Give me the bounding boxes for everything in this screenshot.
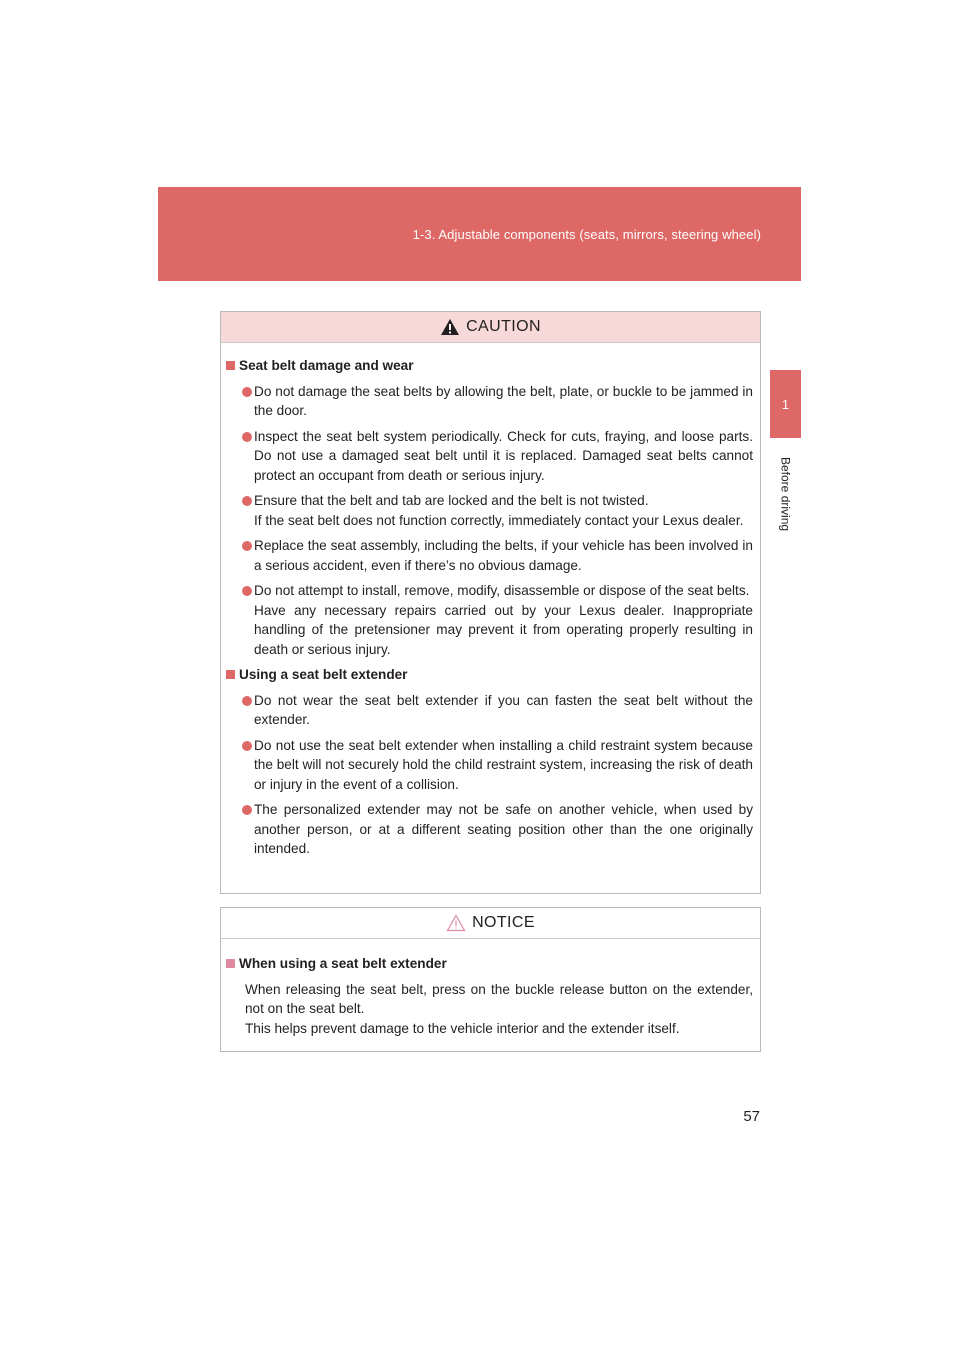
header-band <box>158 187 801 281</box>
caution-title: CAUTION <box>466 318 541 335</box>
chapter-label: Before driving <box>778 456 793 532</box>
caution-bullet-text: If the seat belt does not function correctly, immediately contact your Lexus dealer. <box>254 512 744 528</box>
caution-header <box>221 312 760 343</box>
round-bullet-icon <box>242 805 252 815</box>
section-title: 1-3. Adjustable components (seats, mirrors, steering wheel) <box>412 227 761 242</box>
caution-section-heading <box>226 356 753 376</box>
chapter-tab <box>770 370 801 438</box>
caution-bullet <box>226 800 753 859</box>
caution-bullet-text: Do not wear the seat belt extender if you can fasten the seat belt without the extender. <box>254 692 753 727</box>
round-bullet-icon <box>242 586 252 596</box>
chapter-number: 1 <box>781 396 790 412</box>
notice-heading <box>226 954 753 974</box>
square-bullet-icon <box>226 959 235 968</box>
notice-heading-text: When using a seat belt extender <box>239 956 447 971</box>
caution-section-heading-text: Using a seat belt extender <box>239 667 408 682</box>
notice-line: When releasing the seat belt, press on the buckle release button on the extender, not on the seat belt. <box>245 981 753 1016</box>
caution-bullet <box>226 691 753 730</box>
chapter-label-wrap <box>770 448 801 540</box>
notice-line: This helps prevent damage to the vehicle interior and the extender itself. <box>245 1020 680 1036</box>
round-bullet-icon <box>242 387 252 397</box>
warning-filled-icon <box>440 318 460 336</box>
round-bullet-icon <box>242 696 252 706</box>
caution-bullet-text: Replace the seat assembly, including the belts, if your vehicle has been involved in a serious accident, even if there’s no obvious damage. <box>254 538 753 573</box>
caution-bullet <box>226 581 753 659</box>
page-number: 57 <box>743 1108 760 1125</box>
notice-box <box>220 907 761 1052</box>
notice-header <box>221 908 760 939</box>
caution-bullet-text: Do not use the seat belt extender when installing a child restraint system because the belt will not securely hold the child restraint system, increasing the risk of death or injury in the event of a collision. <box>254 737 753 792</box>
caution-section-heading <box>226 665 753 685</box>
caution-bullet <box>226 382 753 421</box>
caution-bullet-text: Do not damage the seat belts by allowing the belt, plate, or buckle to be jammed in the door. <box>254 383 753 418</box>
caution-bullet <box>226 736 753 795</box>
notice-title: NOTICE <box>472 914 535 931</box>
caution-box <box>220 311 761 894</box>
round-bullet-icon <box>242 541 252 551</box>
caution-bullet <box>226 427 753 486</box>
caution-section-heading-text: Seat belt damage and wear <box>239 358 414 373</box>
caution-bullet <box>226 491 753 530</box>
round-bullet-icon <box>242 496 252 506</box>
caution-bullet <box>226 536 753 575</box>
caution-bullet-text: Ensure that the belt and tab are locked and the belt is not twisted. <box>254 493 649 508</box>
square-bullet-icon <box>226 670 235 679</box>
warning-outline-icon <box>446 914 466 932</box>
caution-bullet-text: Have any necessary repairs carried out by your Lexus dealer. Inappropriate handling of the pretensioner may prevent it from operating properly resulting in death or serious injury. <box>254 602 753 657</box>
round-bullet-icon <box>242 432 252 442</box>
caution-bullet-text: Do not attempt to install, remove, modify, disassemble or dispose of the seat belts. <box>254 583 750 598</box>
caution-bullet-text: Inspect the seat belt system periodically. Check for cuts, fraying, and loose parts. Do not use a damaged seat belt until it is replaced. Damaged seat belts cannot protect an occupant from death or serious injury. <box>254 428 753 483</box>
notice-text <box>226 980 753 1039</box>
square-bullet-icon <box>226 361 235 370</box>
round-bullet-icon <box>242 741 252 751</box>
notice-body <box>221 939 760 1038</box>
caution-bullet-text: The personalized extender may not be safe on another vehicle, when used by another person, or at a different seating position other than the one originally intended. <box>254 802 753 856</box>
caution-body <box>221 343 760 859</box>
